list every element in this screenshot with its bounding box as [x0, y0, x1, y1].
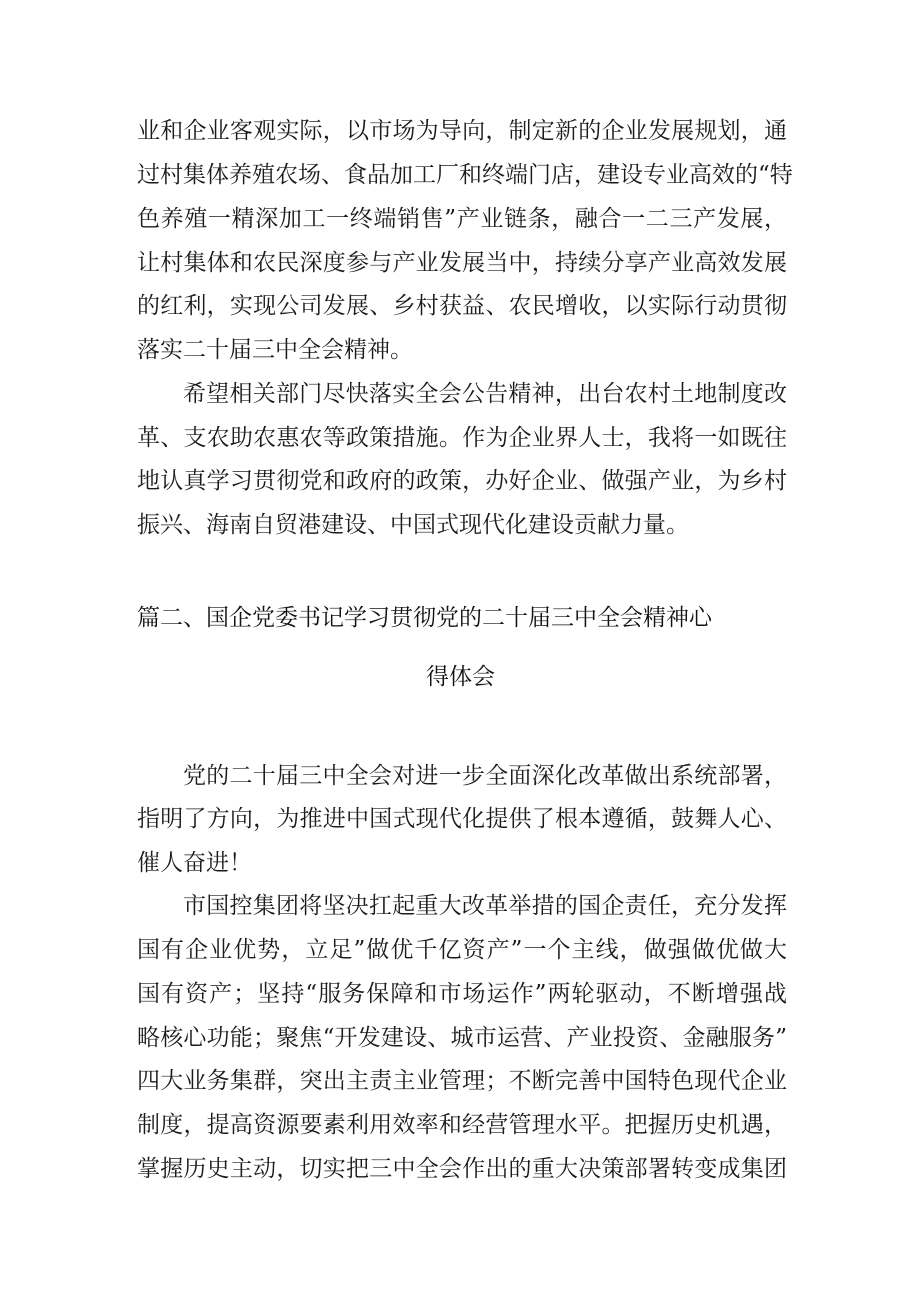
paragraph-4-line-4: 略核心功能；聚焦“开发建设、城市运营、产业投资、金融服务”	[137, 1025, 787, 1051]
paragraph-1-line-1: 业和企业客观实际，以市场为导向，制定新的企业发展规划，通	[137, 118, 787, 144]
paragraph-2-line-4: 振兴、海南自贸港建设、中国式现代化建设贡献力量。	[137, 512, 689, 538]
paragraph-4-line-7: 掌握历史主动，切实把三中全会作出的重大决策部署转变成集团	[137, 1156, 787, 1182]
section-title-line-1: 篇二、国企党委书记学习贯彻党的二十届三中全会精神心	[137, 605, 712, 631]
paragraph-1-line-5: 的红利，实现公司发展、乡村获益、农民增收，以实际行动贯彻	[137, 293, 787, 319]
paragraph-1-line-2: 过村集体养殖农场、食品加工厂和终端门店，建设专业高效的“特	[137, 162, 793, 188]
paragraph-2-line-3: 地认真学习贯彻党和政府的政策，办好企业、做强产业，为乡村	[137, 468, 787, 494]
section-title-line-2: 得体会	[426, 664, 495, 690]
paragraph-3-line-3: 催人奋进！	[137, 850, 252, 876]
paragraph-1-line-4: 让村集体和农民深度参与产业发展当中，持续分享产业高效发展	[137, 250, 787, 276]
paragraph-3-line-2: 指明了方向，为推进中国式现代化提供了根本遵循，鼓舞人心、	[137, 806, 787, 832]
paragraph-1-line-6: 落实二十届三中全会精神。	[137, 337, 413, 363]
paragraph-3-line-1: 党的二十届三中全会对进一步全面深化改革做出系统部署，	[183, 763, 787, 789]
paragraph-4-line-2: 国有企业优势，立足”做优千亿资产”一个主线，做强做优做大	[137, 937, 787, 963]
paragraph-4-line-5: 四大业务集群，突出主责主业管理；不断完善中国特色现代企业	[137, 1068, 787, 1094]
paragraph-4-line-3: 国有资产；坚持“服务保障和市场运作”两轮驱动，不断增强战	[137, 981, 787, 1007]
paragraph-4-line-6: 制度，提高资源要素利用效率和经营管理水平。把握历史机遇，	[137, 1112, 787, 1138]
paragraph-2-line-1: 希望相关部门尽快落实全会公告精神，出台农村土地制度改	[183, 381, 787, 407]
paragraph-1-line-3: 色养殖一精深加工一终端销售”产业链条，融合一二三产发展，	[137, 206, 787, 232]
paragraph-4-line-1: 市国控集团将坚决扛起重大改革举措的国企责任，充分发挥	[183, 893, 787, 919]
paragraph-2-line-2: 革、支农助农惠农等政策措施。作为企业界人士，我将一如既往	[137, 425, 787, 451]
